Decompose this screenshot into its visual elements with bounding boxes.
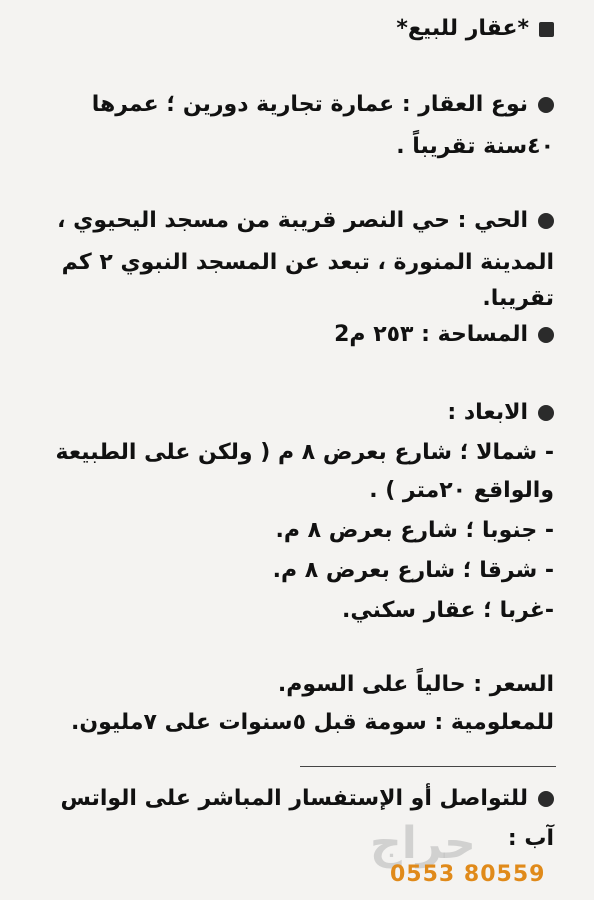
east-text: - شرقا ؛ شارع بعرض ٨ م. [272, 558, 554, 583]
district-line-1 [20, 200, 554, 242]
bullet-icon [538, 791, 554, 807]
price-line [20, 664, 554, 706]
west-line [20, 590, 554, 632]
contact-text-2: آب : [507, 826, 554, 851]
heading-line [20, 8, 554, 50]
district-text-1: الحي : حي النصر قريبة من مسجد اليحيوي ، [57, 208, 528, 233]
contact-line-1 [20, 778, 554, 820]
heading-text: *عقار للبيع* [396, 16, 529, 41]
property-type-text-2: ٤٠سنة تقريباً . [396, 134, 554, 159]
property-type-text-1: نوع العقار : عمارة تجارية دورين ؛ عمرها [91, 92, 528, 117]
west-text: -غربا ؛ عقار سكني. [342, 598, 554, 623]
square-bullet-icon [539, 22, 554, 37]
price-text: السعر : حالياً على السوم. [277, 672, 554, 697]
north-line-2 [20, 470, 554, 512]
bullet-icon [538, 97, 554, 113]
north-line-1 [20, 432, 554, 474]
area-text: المساحة : ٢٥٣ م2 [334, 322, 528, 347]
south-line [20, 510, 554, 552]
phone-number[interactable]: 0553 80559 [390, 862, 546, 887]
divider [300, 766, 556, 767]
bullet-icon [538, 213, 554, 229]
property-type-line-2 [20, 126, 554, 168]
east-line [20, 550, 554, 592]
bullet-icon [538, 327, 554, 343]
area-line [20, 314, 554, 356]
dimensions-title-line [20, 392, 554, 434]
district-text-3: تقريبا. [482, 286, 554, 311]
district-text-2: المدينة المنورة ، تبعد عن المسجد النبوي ٢ كم [61, 250, 554, 275]
watermark-logo: حراج [370, 818, 476, 869]
property-type-line-1 [20, 84, 554, 126]
dimensions-title-text: الابعاد : [447, 400, 528, 425]
info-line [20, 702, 554, 744]
south-text: - جنوبا ؛ شارع بعرض ٨ م. [275, 518, 554, 543]
contact-text-1: للتواصل أو الإستفسار المباشر على الواتس [60, 786, 528, 811]
north-text-1: - شمالا ؛ شارع بعرض ٨ م ( ولكن على الطبيعة [55, 440, 554, 465]
info-text: للمعلومية : سومة قبل ٥سنوات على ٧مليون. [70, 710, 554, 735]
north-text-2: والواقع ٢٠متر ) . [369, 478, 554, 503]
bullet-icon [538, 405, 554, 421]
